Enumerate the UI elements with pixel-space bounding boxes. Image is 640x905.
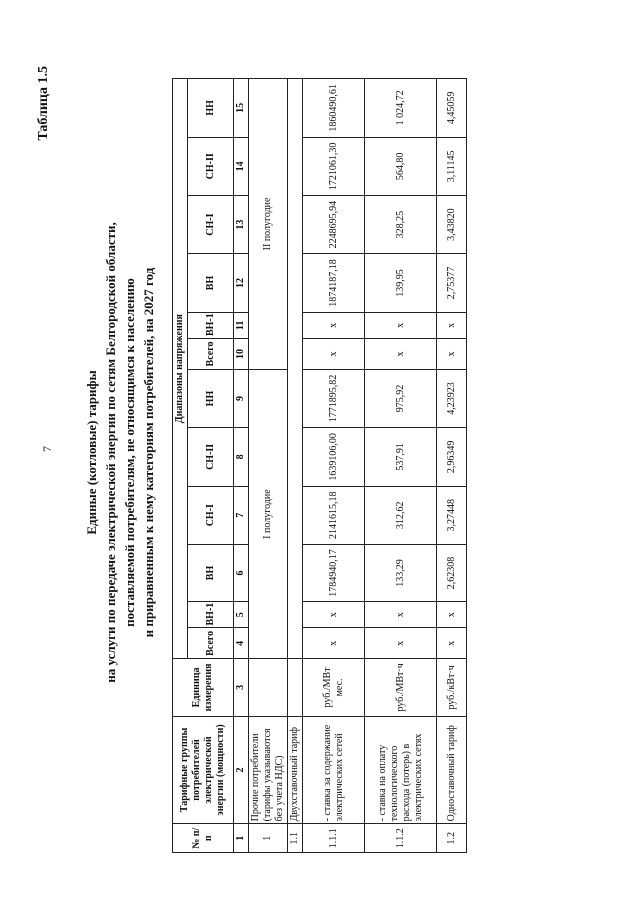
value-cell: x [365,628,437,659]
empty-cell [288,659,303,716]
value-cell: 1771895,82 [303,369,365,427]
value-cell: 2,96349 [437,428,467,486]
index-cell: 4 [234,628,249,659]
row-name: Одноставочный тариф [437,716,467,824]
header-group: Тарифные группы потребителей электрической энергии (мощности) [173,716,234,824]
header-sn2-2: СН-II [188,137,234,195]
value-cell: 2141615,18 [303,486,365,544]
header-unit: Единица измерения [173,659,234,716]
row-name: Прочие потребители (тарифы указываются без учета НДС) [249,716,288,824]
header-nn-2: НН [188,79,234,138]
value-cell: 1874187,18 [303,254,365,312]
value-cell: 3,43820 [437,195,467,253]
index-cell: 3 [234,659,249,716]
title-line-3: поставляемой потребителям, не относящимся к населению [122,278,137,627]
value-cell: 1721061,30 [303,137,365,195]
value-cell: 1860490,61 [303,79,365,138]
row-unit: руб./кВт·ч [437,659,467,716]
header-total-1: Всего [188,628,234,659]
value-cell: 1639106,00 [303,428,365,486]
half-2-label: II полугодие [249,79,288,370]
value-cell: 1784940,17 [303,544,365,601]
index-row [234,79,249,853]
value-cell: 537,91 [365,428,437,486]
index-cell: 11 [234,312,249,338]
table-row [437,79,467,853]
value-cell: x [365,339,437,370]
title-line-2: на услуги по передаче электрической энергии по сетям Белгородской области, [103,222,118,683]
value-cell: x [437,602,467,628]
table-row [288,79,303,853]
index-cell: 8 [234,428,249,486]
row-num: 1 [249,824,288,853]
header-sn2-1: СН-II [188,428,234,486]
value-cell: 3,27448 [437,486,467,544]
value-cell: x [365,602,437,628]
value-cell: x [303,339,365,370]
empty-cell [249,659,288,716]
value-cell: x [437,312,467,338]
value-cell: 139,95 [365,254,437,312]
header-sn1-2: СН-I [188,195,234,253]
header-total-2: Всего [188,339,234,370]
index-cell: 13 [234,195,249,253]
row-num: 1.1.2 [365,824,437,853]
tariff-table [172,78,467,853]
value-cell: 312,62 [365,486,437,544]
value-cell: 4,45059 [437,79,467,138]
header-ranges: Диапазоны напряжения [173,79,188,659]
title-line-4: и приравненным к нему категориям потребителей, на 2027 год [141,267,156,638]
header-vn-2: ВН [188,254,234,312]
header-vn-1: ВН [188,544,234,601]
row-num: 1.2 [437,824,467,853]
index-cell: 14 [234,137,249,195]
value-cell: x [437,628,467,659]
value-cell: 3,11145 [437,137,467,195]
row-name: - ставка за содержание электрических сетей [303,716,365,824]
table-label: Таблица 1.5 [36,66,51,141]
empty-cell [288,79,303,659]
row-num: 1.1 [288,824,303,853]
header-nn-1: НН [188,369,234,427]
value-cell: 2248695,94 [303,195,365,253]
index-cell: 7 [234,486,249,544]
table-row [365,79,437,853]
value-cell: 133,29 [365,544,437,601]
index-cell: 2 [234,716,249,824]
index-cell: 10 [234,339,249,370]
value-cell: x [303,628,365,659]
index-cell: 9 [234,369,249,427]
page-number: 7 [40,446,54,452]
value-cell: 4,23923 [437,369,467,427]
index-cell: 12 [234,254,249,312]
document-title [82,0,158,905]
value-cell: x [437,339,467,370]
row-unit: руб./МВт·ч [365,659,437,716]
value-cell: 2,75377 [437,254,467,312]
index-cell: 1 [234,824,249,853]
header-sn1-1: СН-I [188,486,234,544]
row-name: Двухставочный тариф [288,716,303,824]
value-cell: 1 024,72 [365,79,437,138]
value-cell: x [303,312,365,338]
row-name: - ставка на оплату технологического расхода (потерь) в электрических сетях [365,716,437,824]
value-cell: 328,25 [365,195,437,253]
header-vn1-2: ВН-1 [188,312,234,338]
value-cell: 975,92 [365,369,437,427]
index-cell: 15 [234,79,249,138]
header-num: № п/п [173,824,234,853]
index-cell: 5 [234,602,249,628]
value-cell: 2,62308 [437,544,467,601]
table-row [249,79,288,853]
value-cell: x [365,312,437,338]
index-cell: 6 [234,544,249,601]
header-vn1-1: ВН-1 [188,602,234,628]
half-1-label: I полугодие [249,369,288,658]
value-cell: x [303,602,365,628]
table-row [303,79,365,853]
value-cell: 564,80 [365,137,437,195]
title-line-1: Единые (котловые) тарифы [84,370,99,535]
row-num: 1.1.1 [303,824,365,853]
row-unit: руб./МВт мес. [303,659,365,716]
